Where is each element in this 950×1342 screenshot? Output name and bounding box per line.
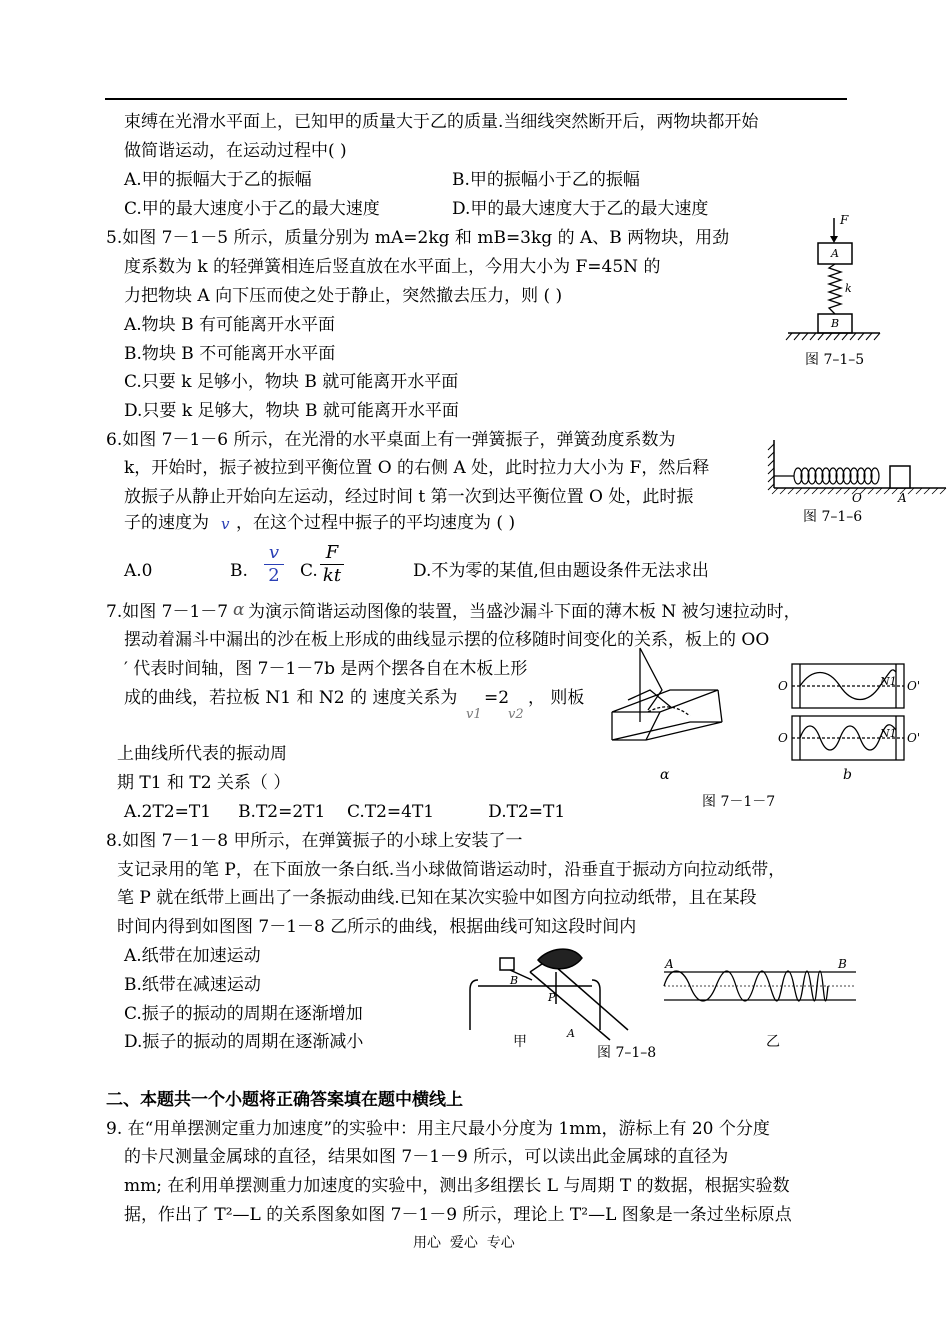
section-2-heading: 二、本题共一个小题将正确答案填在题中横线上 [106, 1090, 463, 1110]
q5-line3: 力把物块 A 向下压而使之处于静止，突然撤去压力，则 ( ) [124, 286, 563, 306]
q7-v2-symbol: v2 [508, 707, 524, 722]
fig716-A-label: A [898, 491, 907, 505]
q7-line2: 摆动着漏斗中漏出的沙在板上形成的曲线显示摆的位移随时间变化的关系，板上的 OO [124, 630, 770, 650]
q7-line4: 成的曲线，若拉板 N1 和 N2 的 速度关系为 [124, 688, 458, 708]
q8-line3: 笔 P 就在纸带上画出了一条振动曲线.已知在某次实验中如图方向拉动纸带，且在某段 [117, 888, 757, 908]
fig717-O-top-right: O' [907, 679, 921, 693]
fig717-alpha-label: α [660, 767, 670, 783]
q6-option-b: B. [230, 561, 248, 581]
q5-option-b: B.物块 B 不可能离开水平面 [124, 344, 336, 364]
fig718-jia-label: 甲 [513, 1034, 527, 1050]
q7-line4-end: ， 则板 [528, 688, 585, 708]
fig717-O-bottom-left: O [778, 731, 788, 745]
fig718-pen-B-label: B [510, 974, 519, 987]
q9-line3: mm; 在利用单摆测重力加速度的实验中，测出多组摆长 L 与周期 T 的数据，根据实验数 [124, 1176, 790, 1196]
q7-v1-symbol: v1 [466, 707, 482, 722]
q8-option-b: B.纸带在减速运动 [124, 975, 261, 995]
fig717-O-top-left: O [778, 679, 788, 693]
fig716-O-label: O [852, 491, 862, 505]
q4-option-a: A.甲的振幅大于乙的振幅 [124, 170, 312, 190]
fig718-caption: 图 7–1–8 [597, 1045, 657, 1061]
q4-option-b: B.甲的振幅小于乙的振幅 [452, 170, 640, 190]
q6-line3: 放振子从静止开始向左运动，经过时间 t 第一次到达平衡位置 O 处，此时振 [124, 487, 694, 507]
fig717-N1-top: N1 [880, 675, 897, 688]
fig718-P-label: P [548, 991, 556, 1004]
fig718-A-label: A [665, 957, 674, 971]
q4-line2: 做简谐运动，在运动过程中( ) [124, 141, 347, 161]
fig717-N-bottom: N1 [880, 727, 897, 740]
q7-line1-end: 为演示简谐运动图像的装置，当盛沙漏斗下面的薄木板 N 被匀速拉动时， [248, 602, 801, 622]
q4-option-c: C.甲的最大速度小于乙的最大速度 [124, 199, 380, 219]
q8-option-a: A.纸带在加速运动 [124, 946, 261, 966]
q9-line1: 9. 在“用单摆测定重力加速度”的实验中：用主尺最小分度为 1mm，游标上有 20 个分度 [106, 1119, 770, 1139]
q5-option-a: A.物块 B 有可能离开水平面 [124, 315, 335, 335]
fig715-k-label: k [845, 282, 852, 295]
fig717-b-label: b [843, 767, 852, 783]
q6-line2: k，开始时，振子被拉到平衡位置 O 的右侧 A 处，此时拉力大小为 F，然后释 [124, 458, 710, 478]
q9-line4: 据，作出了 T²—L 的关系图象如图 7－1－9 所示，理论上 T²—L 图象是一条过坐标原点 [124, 1205, 792, 1225]
fig718-yi-label: 乙 [766, 1034, 780, 1050]
q8-line1: 8.如图 7－1－8 甲所示，在弹簧振子的小球上安装了一 [106, 831, 523, 851]
q6-velocity-symbol: v [221, 515, 230, 533]
fig718-paper-A-label: A [567, 1027, 575, 1040]
q7-line3: ′ 代表时间轴，图 7－1－7b 是两个摆各自在木板上形 [124, 659, 528, 679]
q6-option-a: A.0 [124, 561, 153, 581]
q8-line4: 时间内得到如图图 7－1－8 乙所示的曲线，根据曲线可知这段时间内 [117, 917, 637, 937]
fig716-caption: 图 7–1–6 [803, 509, 863, 525]
q6-line1: 6.如图 7－1－6 所示，在光滑的水平桌面上有一弹簧振子，弹簧劲度系数为 [106, 430, 676, 450]
q4-line1: 束缚在光滑水平面上，已知甲的质量大于乙的质量.当细线突然断开后，两物块都开始 [124, 112, 759, 132]
q4-option-d: D.甲的最大速度大于乙的最大速度 [452, 199, 709, 219]
q7-line6: 期 T1 和 T2 关系（ ） [117, 773, 291, 793]
fig717-O-bottom-right: O' [907, 731, 921, 745]
q6-option-d: D.不为零的某值,但由题设条件无法求出 [413, 561, 709, 581]
page-footer: 用心 爱心 专心 [413, 1235, 515, 1251]
q6-option-c: C. [300, 561, 318, 581]
q6c-denominator: kt [322, 565, 342, 586]
fig715-F-label: F [840, 213, 849, 227]
q6b-numerator: v [268, 542, 280, 563]
q7-alpha-symbol: α [233, 600, 245, 620]
q5-line1: 5.如图 7－1－5 所示，质量分别为 mA=2kg 和 mB=3kg 的 A、B 两物块，用劲 [106, 228, 730, 248]
fig715-A-label: A [831, 247, 839, 260]
fig718-B-label: B [838, 957, 847, 971]
fig715-B-label: B [831, 317, 840, 330]
q5-line2: 度系数为 k 的轻弹簧相连后竖直放在水平面上，今用大小为 F=45N 的 [124, 257, 661, 277]
q5-option-c: C.只要 k 足够小，物块 B 就可能离开水平面 [124, 372, 459, 392]
fig717-caption: 图 7－1－7 [702, 794, 776, 810]
q7-options: A.2T2=T1 B.T2=2T1 C.T2=4T1 D.T2=T1 [124, 802, 566, 822]
q6b-denominator: 2 [268, 565, 280, 586]
q6-line4-end: ，在这个过程中振子的平均速度为 ( ) [236, 513, 516, 533]
q9-line2: 的卡尺测量金属球的直径，结果如图 7－1－9 所示，可以读出此金属球的直径为 [124, 1147, 729, 1167]
q6c-numerator: F [325, 542, 339, 563]
q8-line2: 支记录用的笔 P，在下面放一条白纸.当小球做简谐运动时，沿垂直于振动方向拉动纸带， [117, 860, 786, 880]
fig715-caption: 图 7–1–5 [805, 352, 865, 368]
q6-line4-start: 子的速度为 [124, 513, 209, 533]
q5-option-d: D.只要 k 足够大，物块 B 就可能离开水平面 [124, 401, 459, 421]
q7-line1-start: 7.如图 7－1－7 [106, 602, 229, 622]
q8-option-c: C.振子的振动的周期在逐渐增加 [124, 1004, 363, 1024]
q7-ratio-eq: =2 [484, 688, 510, 708]
q7-line5: 上曲线所代表的振动周 [117, 744, 287, 764]
q8-option-d: D.振子的振动的周期在逐渐减小 [124, 1032, 364, 1052]
